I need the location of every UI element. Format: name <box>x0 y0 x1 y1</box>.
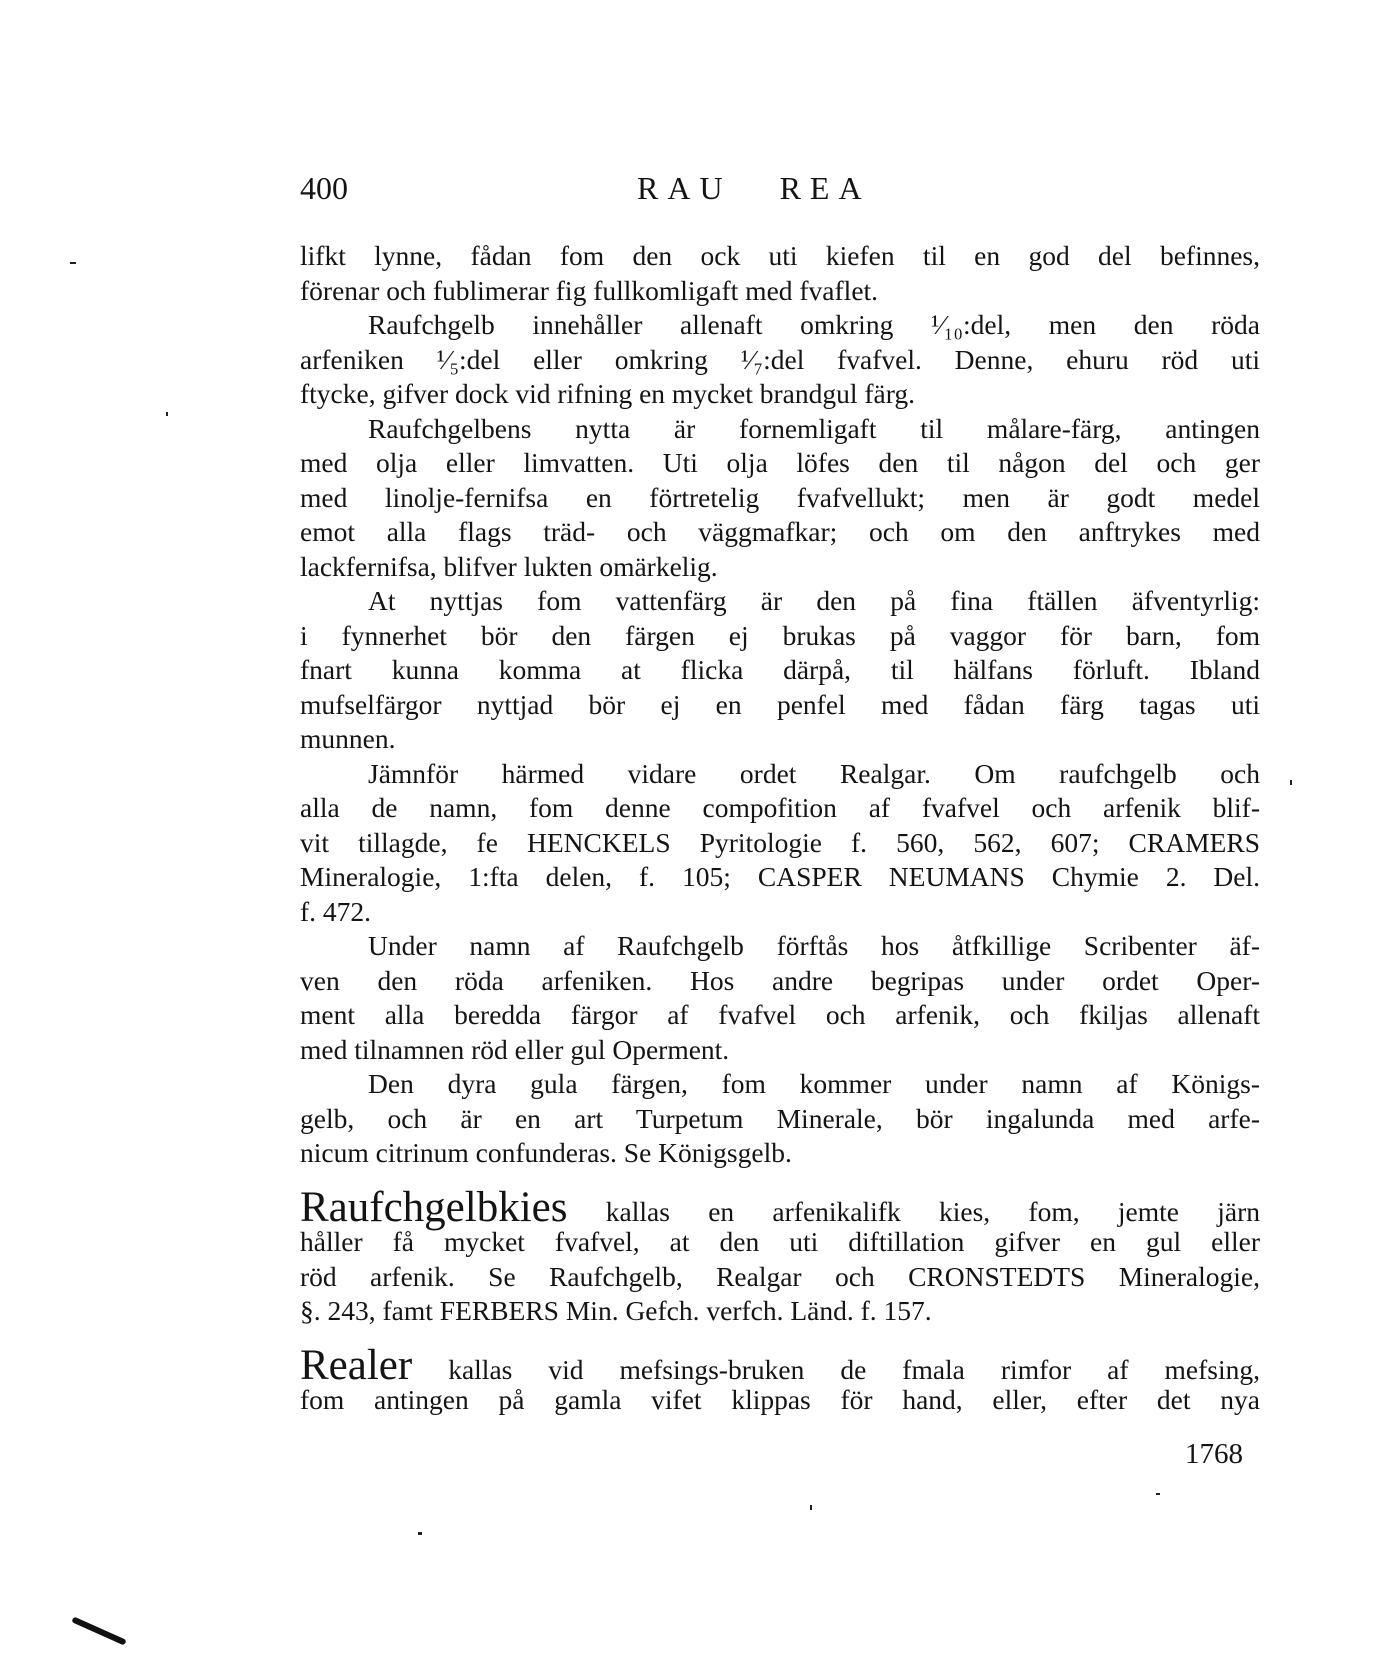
text-line: Raufchgelb innehåller allenaft omkring ¹⁄₁₀:del, men den röda <box>368 309 1260 340</box>
running-head <box>637 170 871 207</box>
ink-speck <box>810 1505 812 1510</box>
text-line: mufselfärgor nyttjad bör ej en penfel med fådan färg tagas uti <box>300 688 1260 720</box>
catchword: 1768 <box>1185 1438 1243 1470</box>
text-line: munnen. <box>300 723 396 754</box>
entry-first-line: Raufchgelbkies kallas en arfenikalifk kies, fom, jemte järn <box>300 1183 1260 1231</box>
text-line: håller få mycket fvafvel, at den uti diftillation gifver en gul eller <box>300 1226 1260 1257</box>
text-line: vit tillagde, fe HENCKELS Pyritologie f. 560, 562, 607; CRAMERS <box>300 826 1260 858</box>
entry-gap <box>300 1329 1260 1349</box>
text-line: nicum citrinum confunderas. Se Königsgelb. <box>300 1137 792 1168</box>
text-line: Raufchgelbens nytta är fornemligaft til målare-färg, antingen <box>368 412 1260 444</box>
text-line: ven den röda arfeniken. Hos andre begripas under ordet Oper- <box>300 964 1260 996</box>
text-line: Jämnför härmed vidare ordet Realgar. Om raufchgelb och <box>368 757 1260 789</box>
text-line: lifkt lynne, fådan fom den ock uti kiefen til en god del befinnes, <box>300 240 1260 271</box>
page-header <box>300 170 1260 220</box>
text-line: emot alla flags träd- och väggmafkar; och om den anftrykes med <box>300 516 1260 547</box>
text-line: fnart kunna komma at flicka därpå, til hälfans förluft. Ibland <box>300 654 1260 685</box>
ink-speck <box>166 412 168 416</box>
ink-speck <box>70 262 76 264</box>
text-line: gelb, och är en art Turpetum Minerale, bör ingalunda med arfe- <box>300 1102 1260 1134</box>
text-line: förenar och fublimerar fig fullkomligaft med fvaflet. <box>300 274 879 306</box>
text-line: arfeniken ¹⁄₅:del eller omkring ¹⁄₇:del fvafvel. Denne, ehuru röd uti <box>300 343 1260 375</box>
page-number: 400 <box>300 170 348 206</box>
text-line: röd arfenik. Se Raufchgelb, Realgar och CRONSTEDTS Mineralogie, <box>300 1260 1260 1292</box>
text-line: f. 472. <box>300 895 372 927</box>
text-line: Mineralogie, 1:fta delen, f. 105; CASPER NEUMANS Chymie 2. Del. <box>300 861 1260 892</box>
running-head-right: REA <box>779 170 871 206</box>
running-head-left: RAU <box>637 170 732 206</box>
headword: Realer <box>300 1341 413 1389</box>
text-line: lackfernifsa, blifver lukten omärkelig. <box>300 550 718 582</box>
text-line: At nyttjas fom vattenfärg är den på fina ftällen äfventyrlig: <box>368 585 1260 616</box>
text-line: ftycke, gifver dock vid rifning en mycket brandgul färg. <box>300 378 915 409</box>
text-line: §. 243, famt FERBERS Min. Gefch. verfch. Länd. f. 157. <box>300 1295 932 1326</box>
ink-speck <box>1290 780 1292 785</box>
page-body <box>300 239 1260 1418</box>
entry-first-line: Realer kallas vid mefsings-bruken de fmala rimfor af mefsing, <box>300 1341 1260 1389</box>
text-line: med linolje-fernifsa en förtretelig fvafvellukt; men är godt medel <box>300 481 1260 513</box>
text-line: Den dyra gula färgen, fom kommer under namn af Königs- <box>368 1068 1260 1099</box>
text-line: i fynnerhet bör den färgen ej brukas på vaggor för barn, fom <box>300 619 1260 651</box>
text-line: fom antingen på gamla vifet klippas för hand, eller, efter det nya <box>300 1384 1260 1415</box>
text-line: ment alla beredda färgor af fvafvel och arfenik, och fkiljas allenaft <box>300 999 1260 1030</box>
text-line: Under namn af Raufchgelb förftås hos åtfkillige Scribenter äf- <box>368 930 1260 961</box>
text-line: med olja eller limvatten. Uti olja löfes den til någon del och ger <box>300 447 1260 478</box>
text-line: med tilnamnen röd eller gul Operment. <box>300 1033 730 1065</box>
ink-speck <box>418 1532 422 1535</box>
headword: Raufchgelbkies <box>300 1183 568 1231</box>
ink-stroke <box>71 1616 126 1645</box>
text-line: alla de namn, fom denne compofition af fvafvel och arfenik blif- <box>300 792 1260 823</box>
ink-speck <box>1156 1493 1160 1495</box>
